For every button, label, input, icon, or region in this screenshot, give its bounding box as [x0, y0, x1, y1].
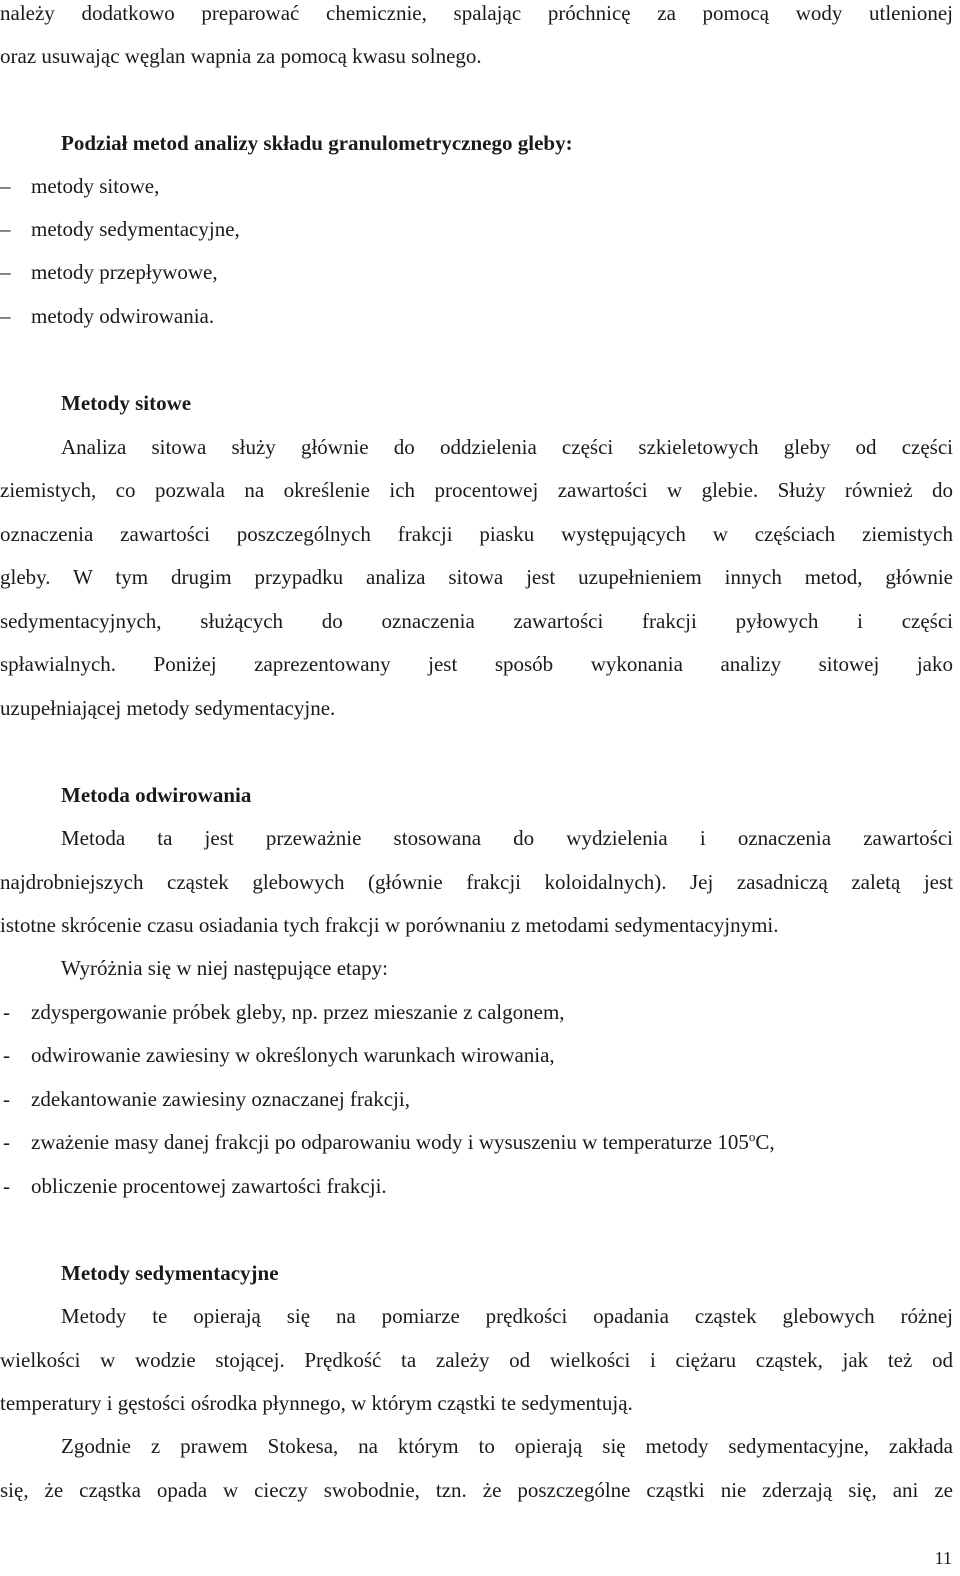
intro-line-2: oraz usuwając węglan wapnia za pomocą kwasu solnego. — [0, 44, 482, 68]
list-item-text: zdekantowanie zawiesiny oznaczanej frakcji, — [31, 1087, 410, 1111]
list-item-text: obliczenie procentowej zawartości frakcji. — [31, 1174, 387, 1198]
dash-bullet: – — [0, 217, 11, 241]
paragraph-line: Metoda ta jest przeważnie stosowana do wydzielenia i oznaczenia zawartości — [61, 826, 953, 850]
list-item — [0, 259, 953, 285]
paragraph-line: ziemistych, co pozwala na określenie ich procentowej zawartości w glebie. Służy również do — [0, 478, 953, 502]
list-item-text: odwirowanie zawiesiny w określonych warunkach wirowania, — [31, 1043, 555, 1067]
paragraph-line: sedymentacyjnych, służących do oznaczenia zawartości frakcji pyłowych i części — [0, 609, 953, 633]
hyphen-bullet: - — [3, 1043, 10, 1067]
hyphen-bullet: - — [3, 1087, 10, 1111]
list-item — [0, 999, 953, 1025]
list-item-text: zdyspergowanie próbek gleby, np. przez mieszanie z calgonem, — [31, 1000, 565, 1024]
hyphen-bullet: - — [3, 1130, 10, 1154]
dash-bullet: – — [0, 304, 11, 328]
list-item — [0, 216, 953, 242]
hyphen-bullet: - — [3, 1174, 10, 1198]
intro-line-1: należy dodatkowo preparować chemicznie, spalając próchnicę za pomocą wody utlenionej — [0, 1, 953, 25]
paragraph-line: temperatury i gęstości ośrodka płynnego, w którym cząstki te sedymentują. — [0, 1391, 633, 1415]
dash-bullet: – — [0, 260, 11, 284]
list-item — [0, 1129, 953, 1155]
list-item-text: metody sedymentacyjne, — [31, 217, 240, 241]
paragraph-line: uzupełniającej metody sedymentacyjne. — [0, 696, 336, 720]
list-item — [0, 1086, 953, 1112]
paragraph-line: oznaczenia zawartości poszczególnych frakcji piasku występujących w częściach ziemistych — [0, 522, 953, 546]
paragraph-line: Metody te opierają się na pomiarze prędkości opadania cząstek glebowych różnej — [61, 1304, 953, 1328]
list-item — [0, 1173, 953, 1199]
list-item — [0, 173, 953, 199]
list-item-text: metody przepływowe, — [31, 260, 218, 284]
degree-superscript: o — [748, 1129, 756, 1144]
hyphen-bullet: - — [3, 1000, 10, 1024]
paragraph-line: wielkości w wodzie stojącej. Prędkość ta zależy od wielkości i ciężaru cząstek, jak też od — [0, 1348, 953, 1372]
list-item — [0, 303, 953, 329]
list-item-text: metody odwirowania. — [31, 304, 215, 328]
sedimentation-heading: Metody sedymentacyjne — [61, 1261, 279, 1285]
paragraph-line: Analiza sitowa służy głównie do oddzielenia części szkieletowych gleby od części — [61, 435, 953, 459]
paragraph-line: istotne skrócenie czasu osiadania tych frakcji w porównaniu z metodami sedymentacyjnymi. — [0, 913, 779, 937]
sieve-heading: Metody sitowe — [61, 391, 192, 415]
division-heading: Podział metod analizy składu granulometrycznego gleby: — [61, 131, 573, 155]
paragraph-line: Zgodnie z prawem Stokesa, na którym to opierają się metody sedymentacyjne, zakłada — [61, 1434, 953, 1458]
paragraph-line: spławialnych. Poniżej zaprezentowany jest sposób wykonania analizy sitowej jako — [0, 652, 953, 676]
centrifuge-heading: Metoda odwirowania — [61, 783, 252, 807]
list-item-text-tail: C, — [755, 1130, 775, 1154]
list-item-text: metody sitowe, — [31, 174, 160, 198]
page-number: 11 — [934, 1548, 952, 1568]
list-item — [0, 1042, 953, 1068]
paragraph-line: gleby. W tym drugim przypadku analiza sitowa jest uzupełnieniem innych metod, głównie — [0, 565, 953, 589]
list-item-text: zważenie masy danej frakcji po odparowaniu wody i wysuszeniu w temperaturze 105 — [31, 1130, 749, 1154]
dash-bullet: – — [0, 174, 11, 198]
paragraph-line: najdrobniejszych cząstek glebowych (głównie frakcji koloidalnych). Jej zasadniczą zaletą jest — [0, 870, 953, 894]
paragraph-line: się, że cząstka opada w cieczy swobodnie, tzn. że poszczególne cząstki nie zderzają się, ani ze — [0, 1478, 953, 1502]
stages-intro: Wyróżnia się w niej następujące etapy: — [61, 956, 389, 980]
